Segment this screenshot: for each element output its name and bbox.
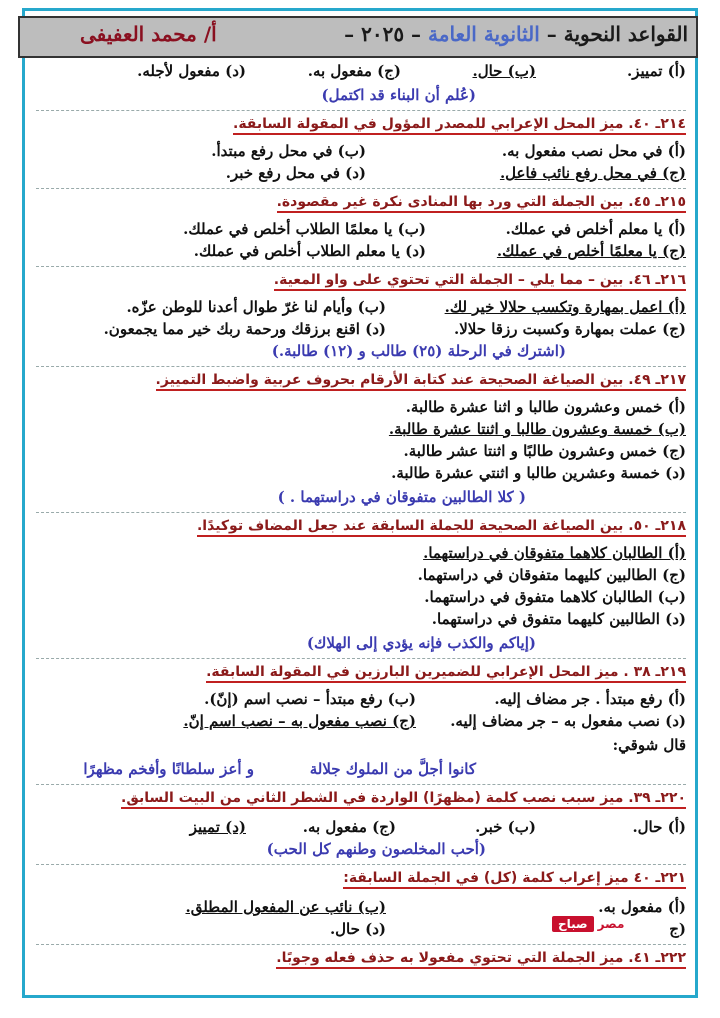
header-title-part1: القواعد النحوية – xyxy=(546,22,688,46)
option-b: (ب) يا معلمًا الطلاب أخلص في عملك. xyxy=(183,220,426,238)
divider xyxy=(36,188,686,189)
option-c: (ج) يا معلمًا أخلص في عملك. xyxy=(496,242,686,260)
option-b: (ب) خبر. xyxy=(475,818,536,836)
header-teacher: أ/ محمد العفيفى xyxy=(80,22,217,46)
quote-statement: ( كلا الطالبين متفوقان في دراستهما . ) xyxy=(277,488,526,506)
header-title-part2: الثانوية العامة xyxy=(428,22,540,46)
question-title: ٢١٧ـ ٤٩. بين الصياغة الصحيحة عند كتابة الأرقام بحروف عربية واضبط التمييز. xyxy=(156,372,686,391)
watermark-box: صباح xyxy=(552,916,594,932)
quote-statement: (أحب المخلصون وطنهم كل الحب) xyxy=(266,840,486,858)
option-b: (ب) حال. xyxy=(472,62,536,80)
option-d: (د) في محل رفع خبر. xyxy=(225,164,366,182)
option-d: (د) اقنع برزقك ورحمة ربك خير مما يجمعون. xyxy=(103,320,386,338)
question-title: ٢١٤ـ ٤٠. ميز المحل الإعرابي للمصدر المؤول في المقولة السابقة. xyxy=(233,116,686,135)
question-title: ٢١٦ـ ٤٦. بين – مما يلي – الجملة التي تحتوي على واو المعية. xyxy=(274,272,686,291)
quote-statement: (عُلم أن البناء قد اكتمل) xyxy=(321,86,476,104)
watermark-text: مصر xyxy=(597,917,625,931)
option-c-text: (ج) خمس وعشرون طالبًا و اثنتا عشر طالبة. xyxy=(403,442,686,460)
option-c: (ج) عملت بمهارة وكسبت رزقا حلالا. xyxy=(454,320,686,338)
option-a: (أ) يا معلم أخلص في عملك. xyxy=(505,220,686,238)
options-row xyxy=(36,818,686,842)
divider xyxy=(36,512,686,513)
question-title: ٢١٩ـ ٣٨ . ميز المحل الإعرابي للضميرين البارزين في المقولة السابقة. xyxy=(206,664,686,683)
divider xyxy=(36,366,686,367)
poet-intro: قال شوقي: xyxy=(612,736,686,754)
quote-statement: (إياكم والكذب فإنه يؤدي إلى الهلاك) xyxy=(306,634,536,652)
option-d-text: (د) خمسة وعشرين طالبا و اثنتي عشرة طالبة. xyxy=(391,464,686,482)
options-row xyxy=(36,320,686,344)
option-d: (د) حال. xyxy=(329,920,386,938)
question-title: ٢٢٢ـ ٤١. ميز الجملة التي تحتوي مفعولا به حذف فعله وجوبًا. xyxy=(276,950,686,969)
header-title xyxy=(344,22,688,46)
option-c: (ج) في محل رفع نائب فاعل. xyxy=(499,164,686,182)
option-a xyxy=(36,398,686,422)
option-b: (ب) نائب عن المفعول المطلق. xyxy=(185,898,386,916)
divider xyxy=(36,944,686,945)
option-b-text: (ب) الطالبان كلاهما متفوق في دراستهما. xyxy=(424,588,686,606)
divider xyxy=(36,864,686,865)
option-c xyxy=(36,442,686,466)
options-row xyxy=(36,62,686,86)
question-title: ٢١٥ـ ٤٥. بين الجملة التي ورد بها المنادى نكرة غير مقصودة. xyxy=(277,194,686,213)
option-c xyxy=(36,566,686,590)
option-a: (أ) تمييز. xyxy=(627,62,686,80)
options-row xyxy=(36,242,686,266)
divider xyxy=(36,658,686,659)
verse-first-hemistich: كانوا أجلَّ من الملوك جلالة xyxy=(309,760,476,778)
option-b-text: (ب) خمسة وعشرون طالبا و اثنتا عشرة طالبة. xyxy=(388,420,686,438)
option-b: (ب) وأيام لنا غرّ طوال أعدنا للوطن عزّه. xyxy=(126,298,386,316)
option-d: (د) نصب مفعول به – جر مضاف إليه. xyxy=(450,712,686,730)
option-b: (ب) في محل رفع مبتدأ. xyxy=(211,142,366,160)
verse-second-hemistich: و أعز سلطانًا وأفخم مظهرًا xyxy=(83,760,254,778)
options-row xyxy=(36,164,686,188)
option-d xyxy=(36,464,686,488)
option-a: (أ) حال. xyxy=(632,818,686,836)
option-c: (ج) مفعول به. xyxy=(307,62,401,80)
question-title: ٢٢١ـ ٤٠ ميز إعراب كلمة (كل) في الجملة السابقة: xyxy=(343,870,686,889)
option-c: (ج) مفعول به. xyxy=(302,818,396,836)
option-a: (أ) مفعول به. xyxy=(598,898,686,916)
option-d: (د) يا معلم الطلاب أخلص في عملك. xyxy=(193,242,426,260)
option-a-text: (أ) الطالبان كلاهما متفوقان في دراستهما. xyxy=(423,544,686,562)
option-c: (ج xyxy=(669,920,686,938)
option-b xyxy=(36,588,686,612)
option-d xyxy=(36,610,686,634)
option-a: (أ) اعمل بمهارة وتكسب حلالا خير لك. xyxy=(444,298,686,316)
option-d: (د) تمييز xyxy=(189,818,246,836)
option-a: (أ) رفع مبتدأ . جر مضاف إليه. xyxy=(494,690,686,708)
options-row xyxy=(36,298,686,322)
poet-intro-row xyxy=(36,736,686,760)
question-title: ٢١٨ـ ٥٠. بين الصياغة الصحيحة للجملة السابقة عند جعل المضاف توكيدًا. xyxy=(197,518,686,537)
option-d: (د) مفعول لأجله. xyxy=(137,62,246,80)
options-row xyxy=(36,690,686,714)
option-c: (ج) نصب مفعول به – نصب اسم إنّ. xyxy=(183,712,416,730)
divider xyxy=(36,110,686,111)
option-d-text: (د) الطالبين كليهما متفوق في دراستهما. xyxy=(431,610,686,628)
option-a-text: (أ) خمس وعشرون طالبا و اثنا عشرة طالبة. xyxy=(405,398,686,416)
option-a xyxy=(36,544,686,568)
options-row xyxy=(36,142,686,166)
options-row xyxy=(36,712,686,736)
option-b: (ب) رفع مبتدأ – نصب اسم (إنّ). xyxy=(204,690,416,708)
option-a: (أ) في محل نصب مفعول به. xyxy=(501,142,686,160)
divider xyxy=(36,784,686,785)
question-title: ٢٢٠ـ ٣٩. ميز سبب نصب كلمة (مظهرًا) الواردة في الشطر الثاني من البيت السابق. xyxy=(121,790,686,809)
header-year: – ٢٠٢٥ – xyxy=(344,22,422,46)
watermark-logo xyxy=(552,916,650,938)
page-header xyxy=(18,16,698,58)
option-c-text: (ج) الطالبين كليهما متفوقان في دراستهما. xyxy=(417,566,686,584)
quote-statement: (اشترك في الرحلة (٢٥) طالب و (١٢) طالبة.) xyxy=(271,342,566,360)
option-b xyxy=(36,420,686,444)
divider xyxy=(36,266,686,267)
options-row xyxy=(36,220,686,244)
